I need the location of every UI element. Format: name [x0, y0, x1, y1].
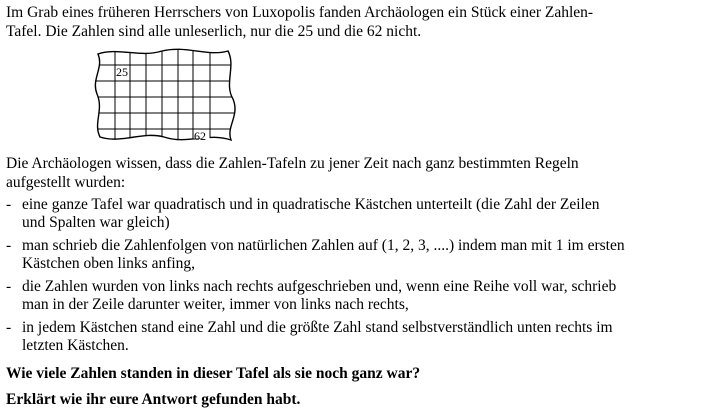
rules-intro-line-1: Die Archäologen wissen, dass die Zahlen-Tafeln zu jener Zeit nach ganz bestimmten Regeln	[6, 155, 579, 172]
rule-1-line-2: und Spalten war gleich)	[22, 214, 170, 231]
rule-2-line-1: man schrieb die Zahlenfolgen von natürlichen Zahlen auf (1, 2, 3, ....) indem man mit 1 im ersten	[22, 237, 625, 254]
intro-line-2: Tafel. Die Zahlen sind alle unleserlich, nur die 25 und die 62 nicht.	[6, 23, 422, 40]
rules-intro-line-2: aufgestellt wurden:	[6, 174, 126, 191]
rule-4-line-2: letzten Kästchen.	[22, 337, 129, 354]
tablet-outline	[95, 49, 235, 140]
rule-1-line-1: eine ganze Tafel war quadratisch und in quadratische Kästchen unterteilt (die Zahl der Zeilen	[22, 196, 600, 213]
rule-3-line-1: die Zahlen wurden von links nach rechts aufgeschrieben und, wenn eine Reihe voll war, schrieb	[22, 278, 617, 295]
intro-line-1: Im Grab eines früheren Herrschers von Luxopolis fanden Archäologen ein Stück einer Zahlen-	[6, 4, 594, 21]
tablet-grid	[90, 44, 240, 144]
question-1: Wie viele Zahlen standen in dieser Tafel als sie noch ganz war?	[6, 365, 421, 382]
rule-item-4	[6, 319, 696, 359]
rule-item-3	[6, 278, 696, 318]
rule-4-line-1: in jedem Kästchen stand eine Zahl und die größte Zahl stand selbstverständlich unten rechts im	[22, 319, 613, 336]
tablet-fragment-figure	[90, 44, 240, 144]
rule-bullet: -	[6, 237, 12, 254]
rule-item-1	[6, 196, 696, 236]
rule-item-2	[6, 237, 696, 277]
rule-bullet: -	[6, 278, 12, 295]
question-2: Erklärt wie ihr eure Antwort gefunden habt.	[6, 391, 301, 408]
tablet-number-25: 25	[116, 65, 128, 79]
rule-3-line-2: man in der Zeile darunter weiter, immer von links nach rechts,	[22, 296, 409, 313]
rule-bullet: -	[6, 196, 12, 213]
rule-2-line-2: Kästchen oben links anfing,	[22, 255, 196, 272]
rule-bullet: -	[6, 319, 12, 336]
tablet-number-62: 62	[194, 129, 206, 143]
